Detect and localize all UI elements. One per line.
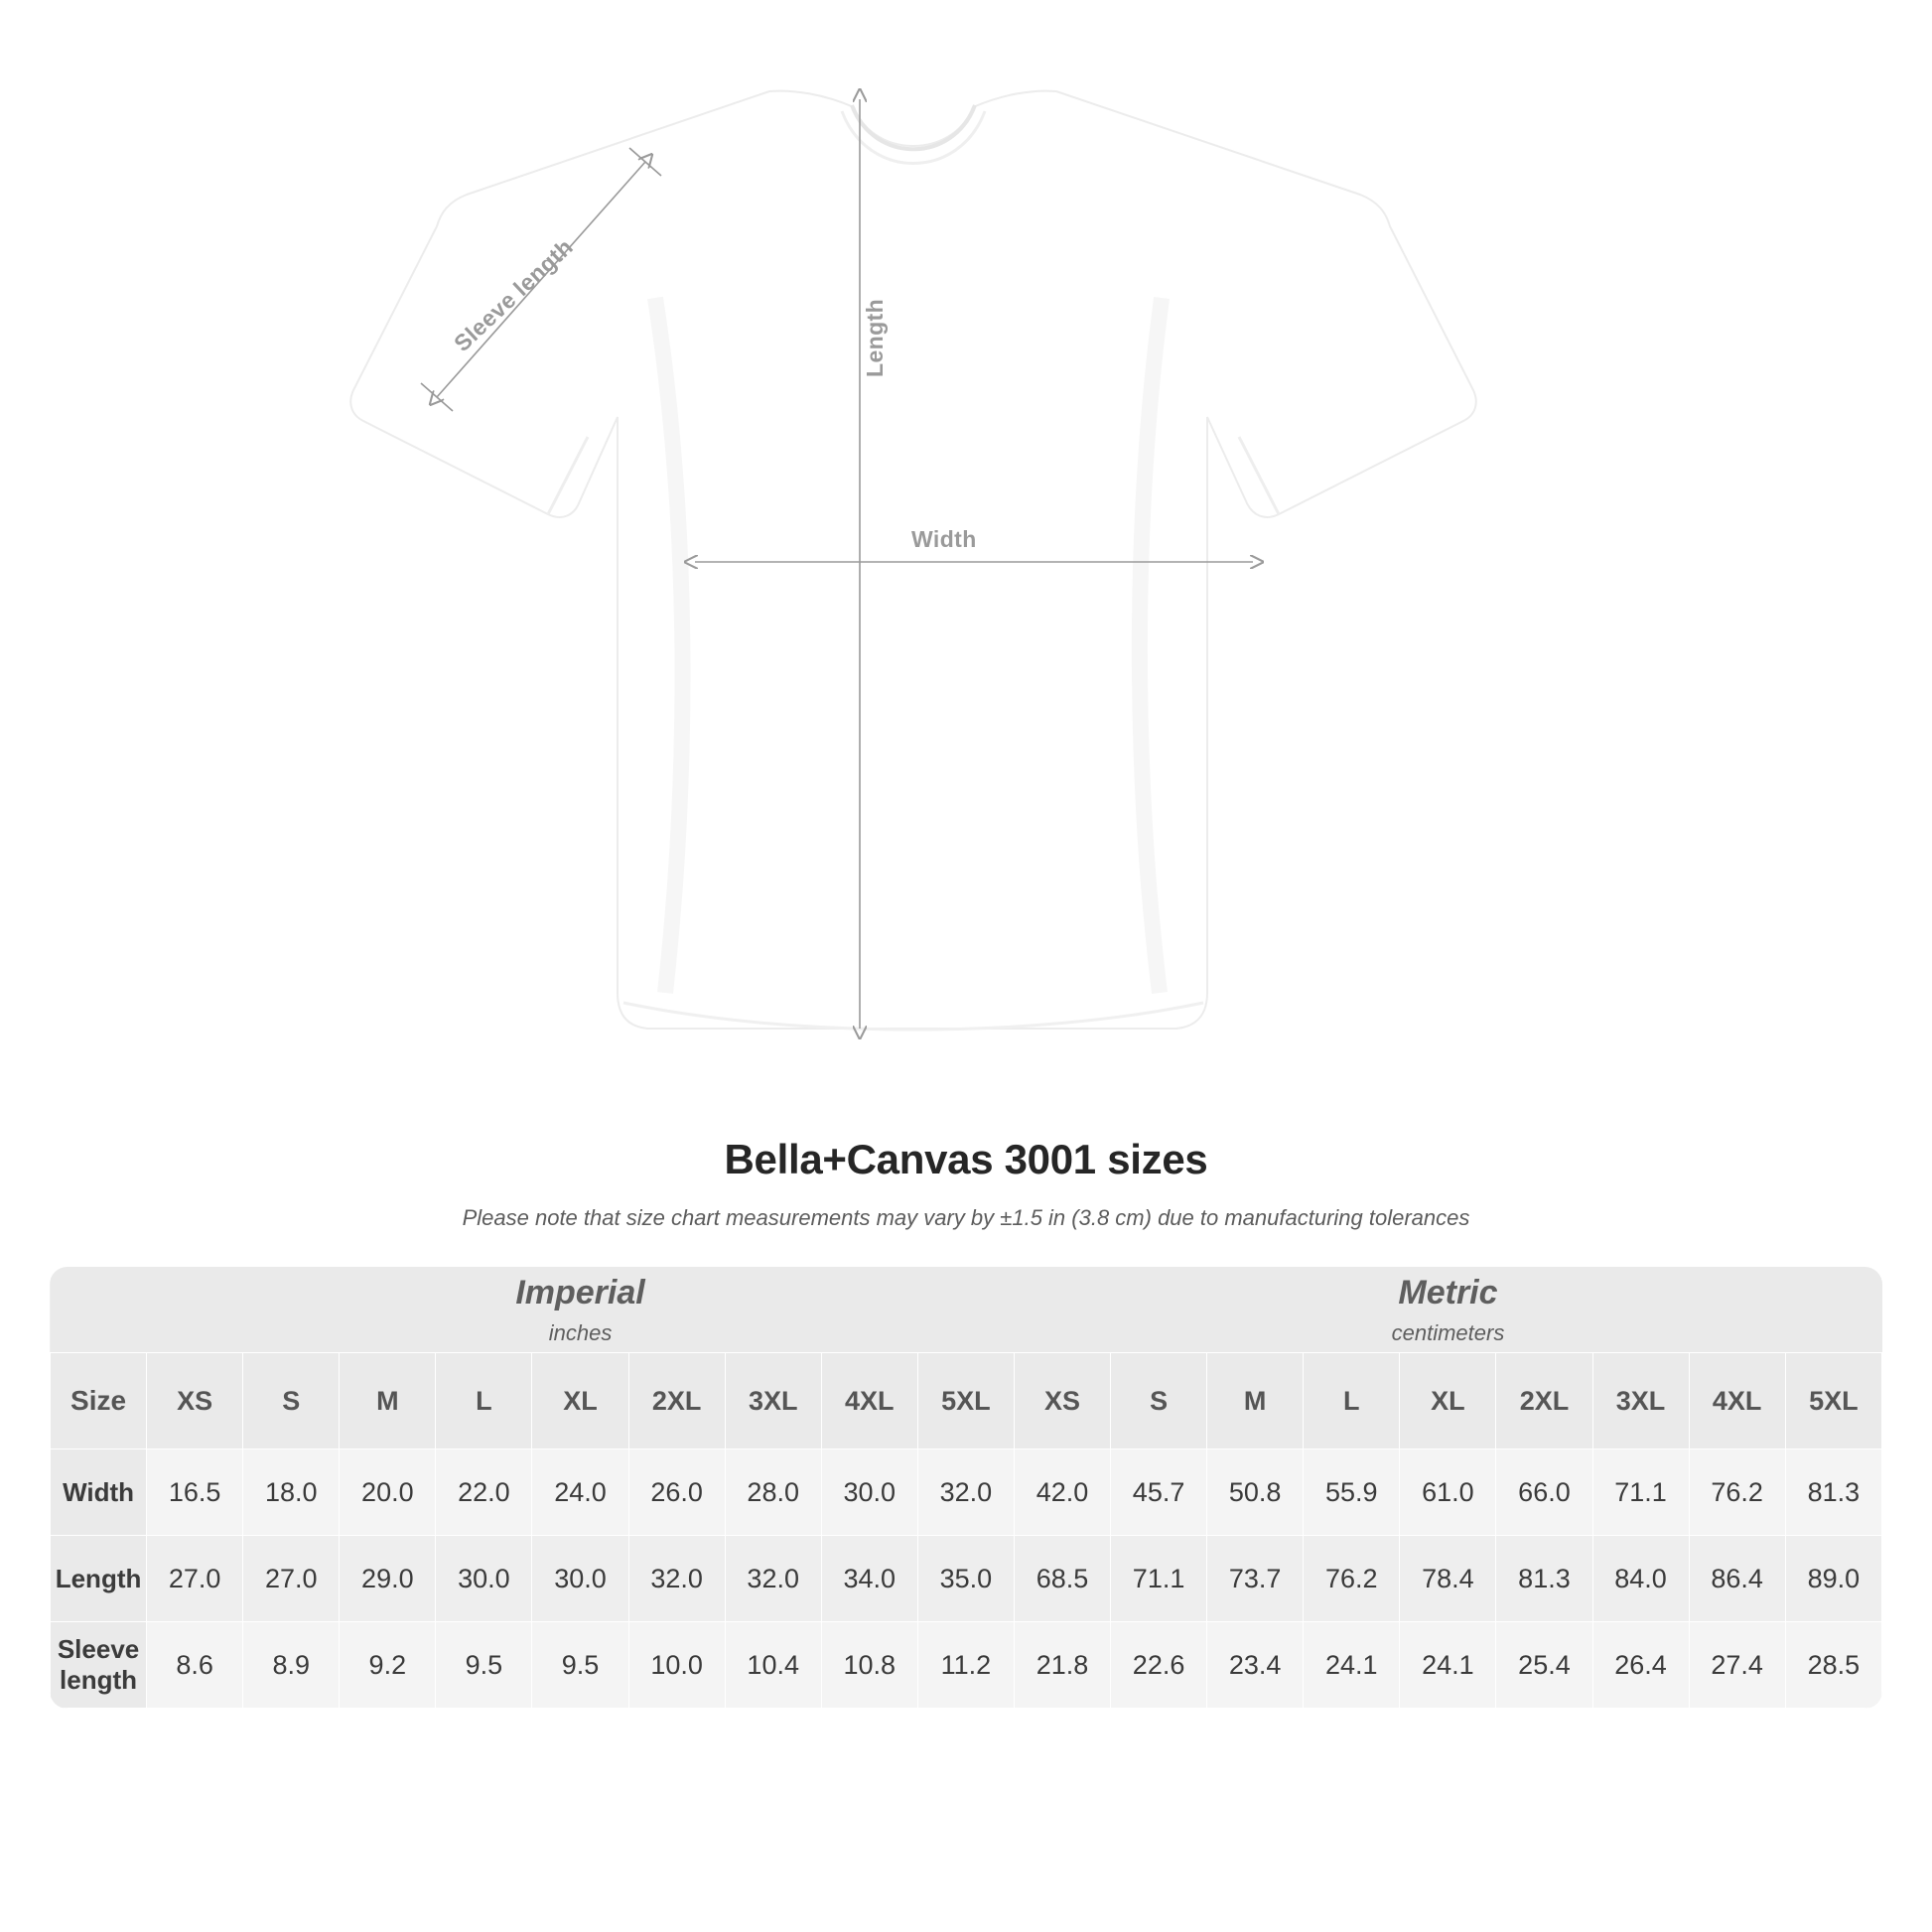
size-table-container: [50, 1267, 1882, 1709]
unit-group-subtitle: inches: [548, 1319, 613, 1345]
measurement-cell: 10.8: [821, 1622, 917, 1709]
measurement-cell: 29.0: [340, 1536, 436, 1622]
table-corner-cell: [51, 1267, 147, 1353]
size-column-header: 4XL: [1689, 1353, 1785, 1449]
measurement-cell: 76.2: [1689, 1449, 1785, 1536]
measurement-cell: 32.0: [725, 1536, 821, 1622]
measurement-row-label: Sleeve length: [51, 1622, 147, 1709]
size-column-header: 3XL: [725, 1353, 821, 1449]
measurement-cell: 28.5: [1785, 1622, 1881, 1709]
measurement-cell: 22.6: [1111, 1622, 1207, 1709]
measurement-cell: 27.4: [1689, 1622, 1785, 1709]
measurement-cell: 66.0: [1496, 1449, 1592, 1536]
measurement-cell: 89.0: [1785, 1536, 1881, 1622]
table-row: [51, 1622, 1882, 1709]
measurement-cell: 24.0: [532, 1449, 628, 1536]
measurement-cell: 86.4: [1689, 1536, 1785, 1622]
measurement-cell: 10.0: [628, 1622, 725, 1709]
width-dimension-label: Width: [911, 526, 977, 552]
tshirt-shape: [350, 91, 1476, 1030]
size-column-header: L: [1304, 1353, 1400, 1449]
measurement-cell: 26.4: [1592, 1622, 1689, 1709]
measurement-cell: 10.4: [725, 1622, 821, 1709]
measurement-cell: 9.5: [532, 1622, 628, 1709]
measurement-cell: 50.8: [1207, 1449, 1304, 1536]
measurement-row-label: Length: [51, 1536, 147, 1622]
measurement-cell: 45.7: [1111, 1449, 1207, 1536]
measurement-cell: 21.8: [1014, 1622, 1110, 1709]
measurement-cell: 42.0: [1014, 1449, 1110, 1536]
unit-group-subtitle: centimeters: [1391, 1319, 1505, 1345]
chart-heading: [0, 1136, 1932, 1231]
measurement-cell: 24.1: [1304, 1622, 1400, 1709]
size-column-header: XS: [147, 1353, 243, 1449]
table-row: [51, 1449, 1882, 1536]
length-dimension-label: Length: [862, 298, 888, 377]
measurement-cell: 76.2: [1304, 1536, 1400, 1622]
size-column-header: 2XL: [628, 1353, 725, 1449]
size-column-header: M: [1207, 1353, 1304, 1449]
size-header-row: [51, 1353, 1882, 1449]
size-column-header: 3XL: [1592, 1353, 1689, 1449]
measurement-cell: 32.0: [628, 1536, 725, 1622]
measurement-cell: 8.6: [147, 1622, 243, 1709]
measurement-cell: 30.0: [532, 1536, 628, 1622]
measurement-cell: 35.0: [917, 1536, 1014, 1622]
measurement-cell: 26.0: [628, 1449, 725, 1536]
measurement-cell: 81.3: [1496, 1536, 1592, 1622]
measurement-cell: 30.0: [436, 1536, 532, 1622]
size-column-header: 5XL: [1785, 1353, 1881, 1449]
measurement-cell: 20.0: [340, 1449, 436, 1536]
size-column-header: 2XL: [1496, 1353, 1592, 1449]
measurement-cell: 81.3: [1785, 1449, 1881, 1536]
measurement-cell: 61.0: [1400, 1449, 1496, 1536]
measurement-cell: 71.1: [1111, 1536, 1207, 1622]
measurement-cell: 55.9: [1304, 1449, 1400, 1536]
tolerance-note: Please note that size chart measurements may vary by ±1.5 in (3.8 cm) due to manufacturing tolerances: [462, 1205, 1470, 1230]
measurement-cell: 68.5: [1014, 1536, 1110, 1622]
measurement-cell: 24.1: [1400, 1622, 1496, 1709]
measurement-cell: 22.0: [436, 1449, 532, 1536]
measurement-cell: 71.1: [1592, 1449, 1689, 1536]
measurement-cell: 16.5: [147, 1449, 243, 1536]
measurement-cell: 8.9: [243, 1622, 340, 1709]
unit-group-name: Imperial: [515, 1273, 645, 1311]
unit-group-metric: [1014, 1267, 1881, 1353]
measurement-cell: 34.0: [821, 1536, 917, 1622]
measurement-cell: 27.0: [243, 1536, 340, 1622]
measurement-cell: 9.2: [340, 1622, 436, 1709]
sleeve-length-dimension-label: Sleeve length: [449, 233, 578, 357]
measurement-cell: 23.4: [1207, 1622, 1304, 1709]
unit-group-name: Metric: [1398, 1273, 1498, 1311]
measurement-cell: 30.0: [821, 1449, 917, 1536]
unit-group-row: [51, 1267, 1882, 1353]
measurement-cell: 84.0: [1592, 1536, 1689, 1622]
size-column-header: 5XL: [917, 1353, 1014, 1449]
size-column-header: XL: [1400, 1353, 1496, 1449]
measurement-cell: 78.4: [1400, 1536, 1496, 1622]
page-title: Bella+Canvas 3001 sizes: [724, 1136, 1208, 1182]
size-column-header: L: [436, 1353, 532, 1449]
measurement-cell: 18.0: [243, 1449, 340, 1536]
size-column-header: S: [243, 1353, 340, 1449]
measurement-cell: 11.2: [917, 1622, 1014, 1709]
size-table: [50, 1267, 1882, 1709]
size-column-header: 4XL: [821, 1353, 917, 1449]
size-header-label: Size: [51, 1353, 147, 1449]
measurement-cell: 9.5: [436, 1622, 532, 1709]
measurement-cell: 73.7: [1207, 1536, 1304, 1622]
measurement-cell: 25.4: [1496, 1622, 1592, 1709]
measurement-row-label: Width: [51, 1449, 147, 1536]
measurement-cell: 27.0: [147, 1536, 243, 1622]
size-column-header: XS: [1014, 1353, 1110, 1449]
size-column-header: S: [1111, 1353, 1207, 1449]
size-column-header: M: [340, 1353, 436, 1449]
table-row: [51, 1536, 1882, 1622]
unit-group-imperial: [147, 1267, 1015, 1353]
size-column-header: XL: [532, 1353, 628, 1449]
measurement-cell: 32.0: [917, 1449, 1014, 1536]
measurement-cell: 28.0: [725, 1449, 821, 1536]
